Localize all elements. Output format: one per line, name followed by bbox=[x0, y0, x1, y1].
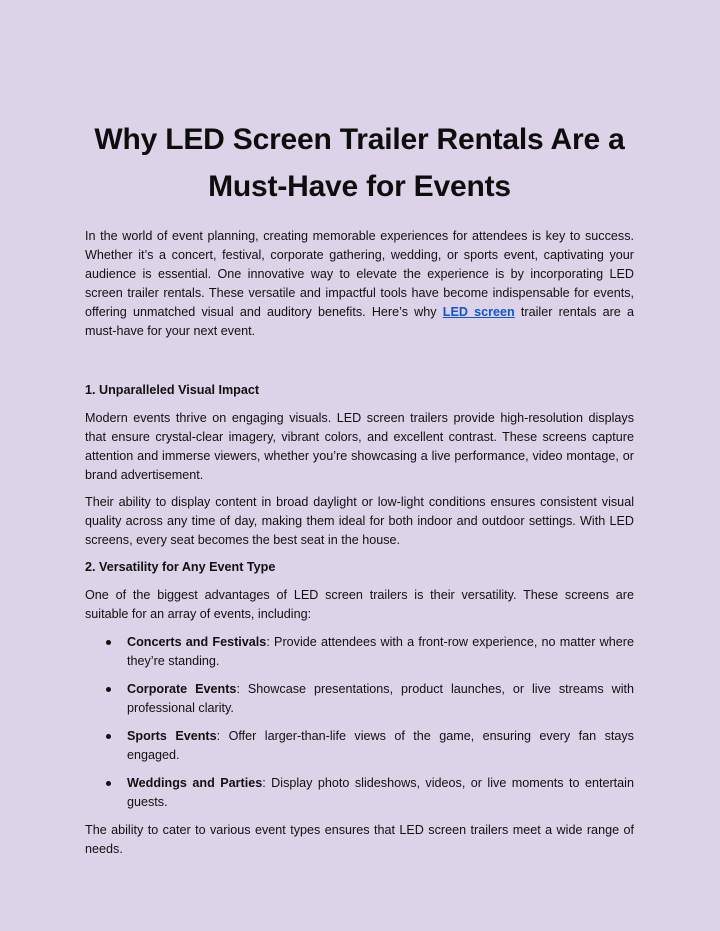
list-item bbox=[85, 680, 634, 718]
list-item-text: : Showcase presentations, product launches, or live streams with professional clarity. bbox=[127, 682, 634, 715]
section-heading-versatility: 2. Versatility for Any Event Type bbox=[85, 560, 276, 574]
bullet-icon bbox=[106, 687, 111, 692]
list-item-term: Concerts and Festivals bbox=[127, 635, 267, 649]
list-item-text: : Display photo slideshows, videos, or live moments to entertain guests. bbox=[127, 776, 634, 809]
bullet-icon bbox=[106, 734, 111, 739]
intro-text-before-link: In the world of event planning, creating memorable experiences for attendees is key to success. Whether it’s a concert, festival, corporate gathering, wedding, or sports event, captivating your audience is essential. One innovative way to elevate the experience is by incorporating LED screen trailer rentals. These versatile and impactful tools have become indispensable for events, offering unmatched visual and auditory benefits. Here’s why bbox=[85, 229, 634, 319]
led-screen-link[interactable]: LED screen bbox=[442, 305, 515, 319]
list-item bbox=[85, 774, 634, 812]
versatility-closing-paragraph: The ability to cater to various event types ensures that LED screen trailers meet a wide range of needs. bbox=[85, 823, 634, 856]
list-item-term: Sports Events bbox=[127, 729, 217, 743]
page-title: Why LED Screen Trailer Rentals Are a Must-Have for Events bbox=[94, 123, 625, 203]
intro-text-after-link: trailer rentals are a must-have for your next event. bbox=[85, 305, 634, 338]
visual-impact-paragraph-1: Modern events thrive on engaging visuals. LED screen trailers provide high-resolution displays that ensure crystal-clear imagery, vibrant colors, and excellent contrast. These screens capture attention and immerse viewers, whether you’re showcasing a live performance, video montage, or brand advertisement. bbox=[85, 411, 634, 482]
list-item-term: Weddings and Parties bbox=[127, 776, 263, 790]
intro-paragraph bbox=[85, 227, 634, 341]
list-item-text: : Provide attendees with a front-row experience, no matter where they’re standing. bbox=[127, 635, 634, 668]
event-types-list bbox=[85, 633, 634, 812]
list-item-term: Corporate Events bbox=[127, 682, 237, 696]
list-item bbox=[85, 633, 634, 671]
bullet-icon bbox=[106, 781, 111, 786]
visual-impact-paragraph-2: Their ability to display content in broad daylight or low-light conditions ensures consistent visual quality across any time of day, making them ideal for both indoor and outdoor settings. With LED screens, every seat becomes the best seat in the house. bbox=[85, 495, 634, 547]
versatility-intro-paragraph: One of the biggest advantages of LED screen trailers is their versatility. These screens are suitable for an array of events, including: bbox=[85, 588, 634, 621]
list-item bbox=[85, 727, 634, 765]
section-heading-visual-impact: 1. Unparalleled Visual Impact bbox=[85, 383, 260, 397]
bullet-icon bbox=[106, 640, 111, 645]
list-item-text: : Offer larger-than-life views of the game, ensuring every fan stays engaged. bbox=[127, 729, 634, 762]
